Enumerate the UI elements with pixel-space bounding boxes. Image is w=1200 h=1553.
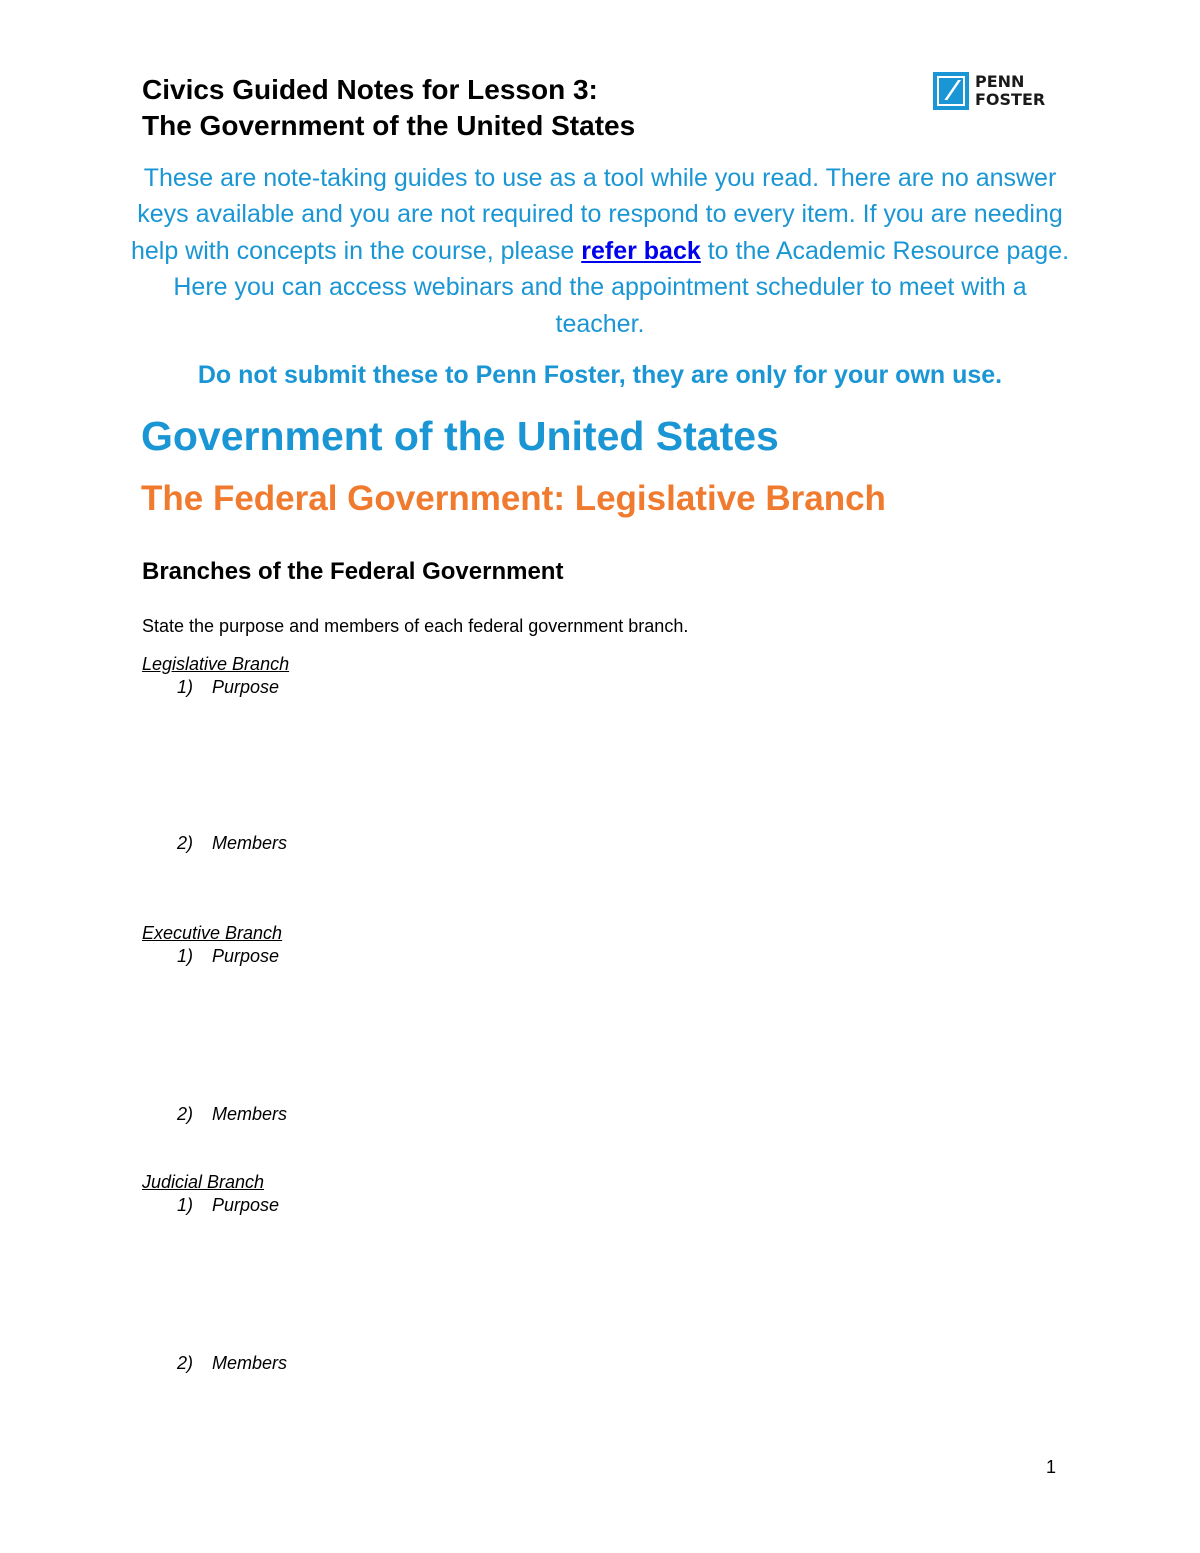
instruction-text: State the purpose and members of each federal government branch. (142, 616, 689, 636)
submission-warning: Do not submit these to Penn Foster, they are only for your own use. (197, 361, 1003, 389)
logo-line-2: FOSTER (975, 90, 1046, 109)
executive-members-label: Members (212, 1104, 288, 1124)
intro-text-before-link: These are note-taking guides to use as a tool while you read. There are no answer keys available and you are not required to respond to every item. If you are needing help with concepts in the course, please (130, 164, 1063, 265)
executive-purpose-label: Purpose (212, 946, 280, 966)
document-title (142, 72, 635, 144)
list-item-number: 1) (177, 1195, 194, 1215)
branch-label-legislative: Legislative Branch (142, 654, 290, 674)
list-item-number: 2) (177, 1353, 194, 1373)
legislative-members-label: Members (212, 833, 288, 853)
document-title-line-2: The Government of the United States (142, 110, 636, 141)
penn-foster-logo-wordmark (975, 73, 1045, 109)
branch-label-executive: Executive Branch (142, 923, 283, 943)
list-item-number: 1) (177, 677, 194, 697)
judicial-purpose-label: Purpose (212, 1195, 280, 1215)
document-title-line-1: Civics Guided Notes for Lesson 3: (142, 74, 598, 105)
penn-foster-logo (933, 72, 1061, 112)
legislative-purpose-label: Purpose (212, 677, 280, 697)
subsection-heading: Branches of the Federal Government (142, 558, 564, 585)
judicial-members-label: Members (212, 1353, 288, 1373)
logo-line-1: PENN (975, 72, 1025, 91)
intro-text-after-link: to the Academic Resource page. Here you can access webinars and the appointment scheduler to meet with a teacher. (173, 236, 1070, 338)
main-heading: Government of the United States (141, 413, 779, 459)
branch-label-judicial: Judicial Branch (142, 1172, 265, 1192)
refer-back-link[interactable]: refer back (581, 236, 701, 265)
list-item-number: 2) (177, 833, 194, 853)
section-heading: The Federal Government: Legislative Branch (141, 479, 886, 518)
list-item-number: 2) (177, 1104, 194, 1124)
intro-paragraph (130, 160, 1070, 342)
page-number: 1 (1046, 1457, 1057, 1477)
penn-foster-logo-mark-icon (933, 72, 969, 110)
list-item-number: 1) (177, 946, 194, 966)
